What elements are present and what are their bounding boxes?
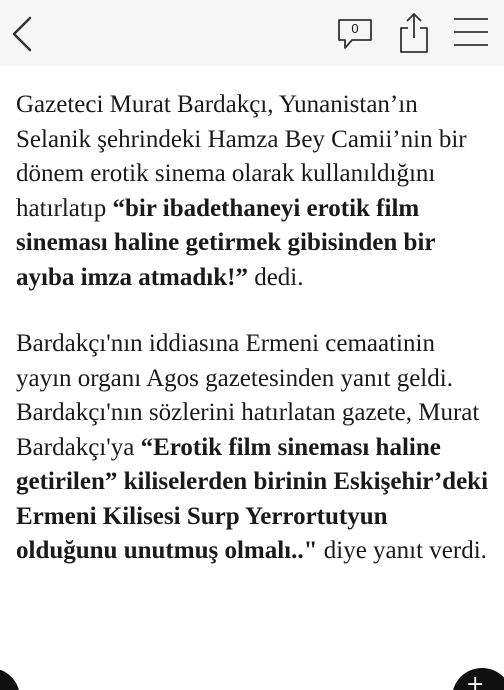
quote-bold: “Erotik film sineması haline getirilen” kiliselerden birinin Eskişehir’deki Ermeni Kilisesi Surp Yerrortutyun olduğunu unutmuş olmalı.." <box>16 433 489 564</box>
floating-button-left[interactable] <box>0 668 20 690</box>
paragraph-text: Bardakçı'nın iddiasına Ermeni cemaatinin yayın organı Agos gazetesinden yanıt geldi. Bardakçı'nın sözlerini hatırlatan gazete, Murat Bardakçı'ya <box>16 330 480 461</box>
back-button[interactable] <box>6 14 40 54</box>
floating-add-button[interactable] <box>452 668 504 690</box>
article-paragraph <box>16 327 494 569</box>
top-toolbar <box>0 0 504 66</box>
share-button[interactable] <box>394 12 434 56</box>
comment-count: 0 <box>351 21 359 36</box>
menu-button[interactable] <box>450 14 490 50</box>
chevron-left-icon <box>6 14 40 54</box>
paragraph-text: Gazeteci Murat Bardakçı, Yunanistan’ın Selanik şehrindeki Hamza Bey Camii’nin bir dönem erotik sinema olarak kullanıldığını hatırlatıp <box>16 91 467 222</box>
paragraph-text: diye yanıt verdi. <box>317 537 487 564</box>
hamburger-menu-icon <box>450 14 490 50</box>
share-icon <box>394 12 434 56</box>
plus-icon: + <box>466 672 485 690</box>
quote-bold: “bir ibadethaneyi erotik film sineması haline getirmek gibisinden bir ayıba imza atmadık!” <box>16 194 436 291</box>
article-body <box>16 88 494 569</box>
article-paragraph <box>16 88 494 295</box>
paragraph-text: dedi. <box>247 263 304 291</box>
comments-button[interactable] <box>334 18 378 52</box>
